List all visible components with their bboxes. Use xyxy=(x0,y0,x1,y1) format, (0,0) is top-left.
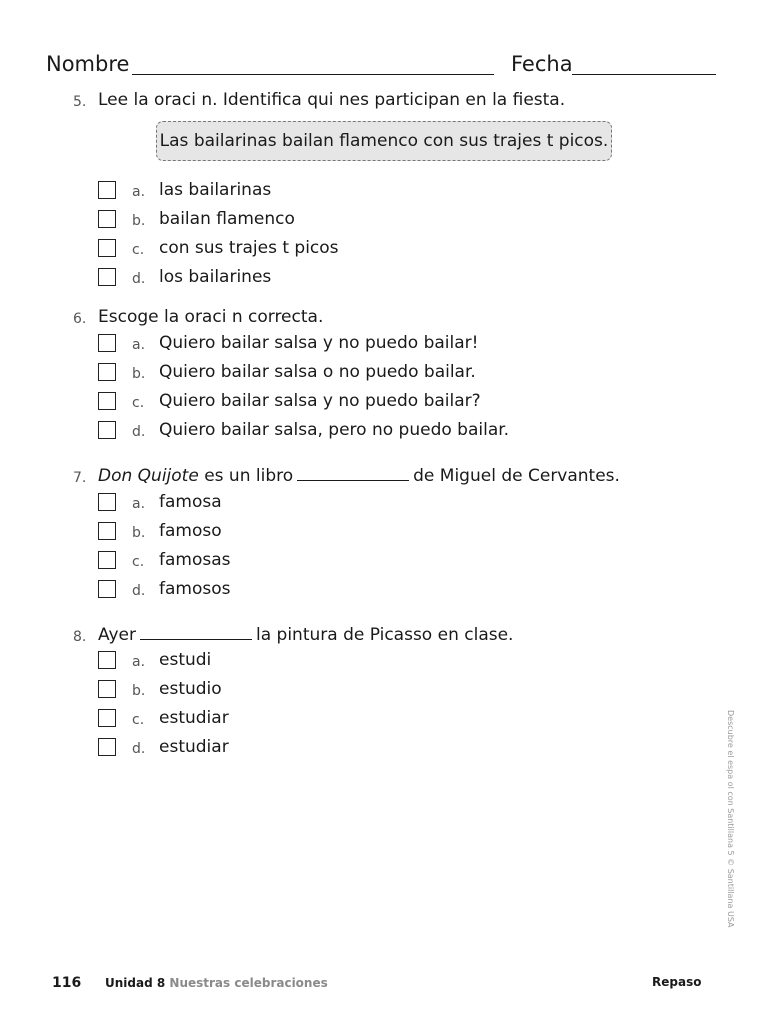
option-letter: c. xyxy=(132,554,145,570)
name-label: Nombre xyxy=(46,52,130,76)
option-text: Quiero bailar salsa o no puedo bailar. xyxy=(159,362,476,382)
option-letter: b. xyxy=(132,213,146,229)
question-prompt: Lee la oraci n. Identifica qui nes participan en la fiesta. xyxy=(98,90,566,110)
answer-option[interactable] xyxy=(98,738,618,762)
example-sentence-box: Las bailarinas bailan flamenco con sus trajes t picos. xyxy=(156,121,612,161)
date-field-line[interactable] xyxy=(572,74,716,75)
option-letter: a. xyxy=(132,337,146,353)
prompt-before-blank: Ayer xyxy=(98,625,136,645)
answer-option[interactable] xyxy=(98,210,618,234)
question-prompt: Escoge la oraci n correcta. xyxy=(98,307,324,327)
checkbox[interactable] xyxy=(98,363,116,381)
option-text: con sus trajes t picos xyxy=(159,238,339,258)
unit-heading xyxy=(105,976,328,990)
option-text: estudiar xyxy=(159,737,229,757)
answer-blank xyxy=(140,625,252,640)
copyright-notice: Descubre el espa ol con Santillana 5 © Santillana USA xyxy=(726,710,735,928)
answer-option[interactable] xyxy=(98,680,618,704)
option-text: famosas xyxy=(159,550,231,570)
checkbox[interactable] xyxy=(98,522,116,540)
option-letter: a. xyxy=(132,496,146,512)
section-label: Repaso xyxy=(652,975,702,989)
option-letter: d. xyxy=(132,424,146,440)
answer-option[interactable] xyxy=(98,363,618,387)
question-number: 6. xyxy=(73,311,87,327)
option-text: estudiar xyxy=(159,708,229,728)
answer-option[interactable] xyxy=(98,580,618,604)
answer-option[interactable] xyxy=(98,522,618,546)
option-text: los bailarines xyxy=(159,267,272,287)
option-letter: b. xyxy=(132,366,146,382)
option-text: Quiero bailar salsa y no puedo bailar! xyxy=(159,333,479,353)
answer-option[interactable] xyxy=(98,551,618,575)
checkbox[interactable] xyxy=(98,392,116,410)
option-letter: d. xyxy=(132,583,146,599)
prompt-after-blank: la pintura de Picasso en clase. xyxy=(255,625,514,645)
answer-blank xyxy=(297,466,409,481)
option-text: famosa xyxy=(159,492,222,512)
option-letter: c. xyxy=(132,712,145,728)
question-prompt xyxy=(98,625,513,645)
option-text: famosos xyxy=(159,579,231,599)
option-text: famoso xyxy=(159,521,222,541)
option-letter: b. xyxy=(132,525,146,541)
answer-option[interactable] xyxy=(98,334,618,358)
book-title: Don Quijote xyxy=(98,466,199,486)
checkbox[interactable] xyxy=(98,651,116,669)
option-text: estudi xyxy=(159,650,212,670)
checkbox[interactable] xyxy=(98,709,116,727)
answer-option[interactable] xyxy=(98,709,618,733)
option-letter: a. xyxy=(132,654,146,670)
prompt-after-blank: de Miguel de Cervantes. xyxy=(413,466,620,486)
answer-option[interactable] xyxy=(98,181,618,205)
checkbox[interactable] xyxy=(98,181,116,199)
checkbox[interactable] xyxy=(98,680,116,698)
worksheet-header xyxy=(46,52,718,80)
checkbox[interactable] xyxy=(98,421,116,439)
question-prompt xyxy=(98,466,620,486)
checkbox[interactable] xyxy=(98,210,116,228)
option-letter: d. xyxy=(132,271,146,287)
unit-title: Nuestras celebraciones xyxy=(169,976,328,990)
date-label: Fecha xyxy=(511,52,573,76)
option-text: estudio xyxy=(159,679,222,699)
checkbox[interactable] xyxy=(98,334,116,352)
checkbox[interactable] xyxy=(98,268,116,286)
option-text: bailan flamenco xyxy=(159,209,295,229)
question-number: 8. xyxy=(73,629,87,645)
answer-option[interactable] xyxy=(98,239,618,263)
answer-option[interactable] xyxy=(98,493,618,517)
checkbox[interactable] xyxy=(98,738,116,756)
option-letter: c. xyxy=(132,395,145,411)
option-text: Quiero bailar salsa y no puedo bailar? xyxy=(159,391,481,411)
checkbox[interactable] xyxy=(98,580,116,598)
option-letter: d. xyxy=(132,741,146,757)
name-field-line[interactable] xyxy=(132,74,494,75)
answer-option[interactable] xyxy=(98,421,618,445)
page-number: 116 xyxy=(52,975,82,991)
question-number: 7. xyxy=(73,470,87,486)
checkbox[interactable] xyxy=(98,239,116,257)
prompt-before-blank: es un libro xyxy=(204,466,294,486)
option-text: Quiero bailar salsa, pero no puedo bailar. xyxy=(159,420,510,440)
option-letter: c. xyxy=(132,242,145,258)
answer-option[interactable] xyxy=(98,392,618,416)
option-letter: b. xyxy=(132,683,146,699)
answer-option[interactable] xyxy=(98,268,618,292)
unit-label: Unidad 8 xyxy=(105,976,166,990)
checkbox[interactable] xyxy=(98,493,116,511)
answer-option[interactable] xyxy=(98,651,618,675)
option-text: las bailarinas xyxy=(159,180,272,200)
option-letter: a. xyxy=(132,184,146,200)
checkbox[interactable] xyxy=(98,551,116,569)
question-number: 5. xyxy=(73,94,87,110)
